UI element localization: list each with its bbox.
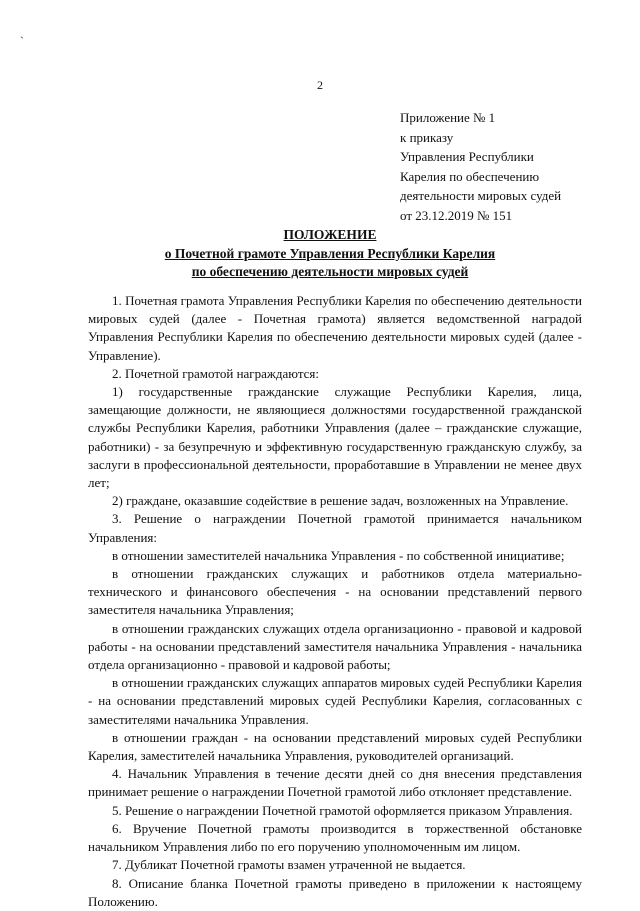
paragraph: 6. Вручение Почетной грамоты производится в торжественной обстановке начальником Управления либо по его поручению уполномоченным им лицом. bbox=[88, 820, 582, 855]
document-title: ПОЛОЖЕНИЕ bbox=[283, 227, 377, 242]
paragraph: 4. Начальник Управления в течение десяти дней со дня внесения представления принимает решение о награждении Почетной грамотой либо отклоняет представление. bbox=[88, 766, 582, 800]
page-number: 2 bbox=[317, 78, 323, 92]
scan-mark: ` bbox=[20, 34, 24, 48]
appendix-line: от 23.12.2019 № 151 bbox=[400, 207, 513, 223]
appendix-line: Управления Республики bbox=[400, 149, 534, 164]
document-subtitle-line2: по обеспечению деятельности мировых судей bbox=[191, 264, 469, 279]
paragraph: в отношении граждан - на основании представлений мировых судей Республики Карелия, заместителей начальника Управления, руководителей организаций. bbox=[88, 729, 582, 764]
paragraph: 1. Почетная грамота Управления Республики Карелия по обеспечению деятельности мировых судей (далее - Почетная грамота) является ведомственной наградой Управления Республики Карелия по обеспечению деятельности мировых судей (далее - Управление). bbox=[88, 293, 582, 363]
appendix-line: Карелия по обеспечению bbox=[400, 168, 540, 184]
appendix-line: деятельности мировых судей bbox=[400, 188, 562, 203]
paragraph: 2. Почетной грамотой награждаются: bbox=[112, 365, 320, 381]
appendix-block bbox=[400, 108, 610, 225]
paragraph: 8. Описание бланка Почетной грамоты приведено в приложении к настоящему Положению. bbox=[88, 875, 582, 909]
document-subtitle-line1: о Почетной грамоте Управления Республики Карелия bbox=[164, 245, 496, 261]
paragraph: 3. Решение о награждении Почетной грамотой принимается начальником Управления: bbox=[88, 511, 582, 545]
appendix-line: к приказу bbox=[400, 129, 454, 145]
document-body bbox=[88, 292, 582, 911]
paragraph: 5. Решение о награждении Почетной грамотой оформляется приказом Управления. bbox=[112, 802, 573, 818]
paragraph: в отношении гражданских служащих и работников отдела материально-технического и финансового обеспечения - на основании представлений первого заместителя начальника Управления; bbox=[88, 566, 582, 618]
paragraph: в отношении гражданских служащих отдела организационно - правовой и кадровой работы - на основании представлений заместителя начальника Управления - начальника отдела организационно - правовой и кадровой работы; bbox=[88, 620, 582, 673]
paragraph: 7. Дубликат Почетной грамоты взамен утраченной не выдается. bbox=[112, 857, 466, 873]
paragraph: в отношении гражданских служащих аппаратов мировых судей Республики Карелия - на основании представлений мировых судей Республики Карелия, согласованных с заместителями начальника Управления. bbox=[88, 675, 582, 727]
paragraph: в отношении заместителей начальника Управления - по собственной инициативе; bbox=[112, 547, 565, 563]
paragraph: 1) государственные гражданские служащие Республики Карелия, лица, замещающие должности, не являющиеся должностями государственной гражданской службы Республики Карелия, работники Управления (далее – гражданские служащие, работники) - за безупречную и эффективную государственную гражданскую службу, за заслуги в профессиональной деятельности, проработавшие в Управлении не менее двух лет; bbox=[88, 384, 582, 491]
document-heading bbox=[90, 226, 570, 282]
appendix-line: Приложение № 1 bbox=[400, 110, 496, 125]
paragraph: 2) граждане, оказавшие содействие в решение задач, возложенных на Управление. bbox=[112, 493, 569, 509]
